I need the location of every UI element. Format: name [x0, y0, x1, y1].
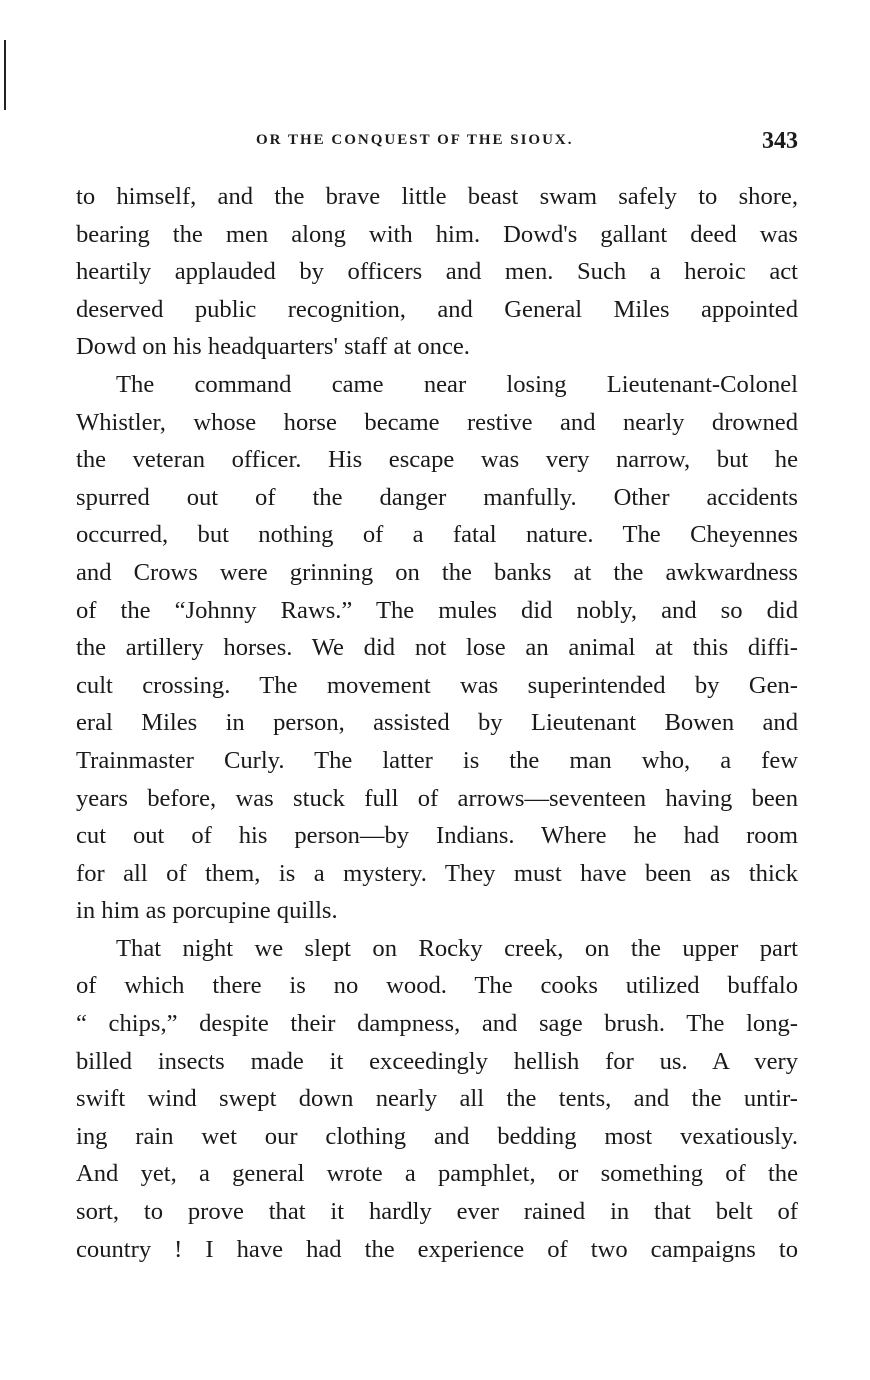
text-line: of which there is no wood. The cooks utilized buffalo [76, 972, 798, 1000]
text-line: And yet, a general wrote a pamphlet, or something of the [76, 1160, 798, 1188]
text-line: billed insects made it exceedingly hellish for us. A very [76, 1047, 798, 1075]
text-line: heartily applauded by officers and men. Such a heroic act [76, 258, 798, 286]
text-line: and Crows were grinning on the banks at the awkwardness [76, 558, 798, 586]
text-line: “ chips,” despite their dampness, and sage brush. The long- [76, 1010, 798, 1038]
running-head: OR THE CONQUEST OF THE SIOUX. [256, 132, 574, 148]
text-line: Dowd on his headquarters' staff at once. [76, 333, 470, 361]
text-line: of the “Johnny Raws.” The mules did nobly, and so did [76, 596, 798, 624]
text-line: eral Miles in person, assisted by Lieutenant Bowen and [76, 709, 798, 737]
text-line: deserved public recognition, and General Miles appointed [76, 295, 798, 323]
text-line: sort, to prove that it hardly ever rained in that belt of [76, 1198, 798, 1226]
text-line: occurred, but nothing of a fatal nature. The Cheyennes [76, 521, 798, 549]
text-line: That night we slept on Rocky creek, on the upper part [116, 934, 798, 962]
page-number: 343 [762, 128, 798, 154]
body-text [76, 178, 798, 1268]
text-line: bearing the men along with him. Dowd's gallant deed was [76, 220, 798, 248]
text-line: years before, was stuck full of arrows—seventeen having been [76, 784, 798, 812]
text-line: cut out of his person—by Indians. Where he had room [76, 822, 798, 850]
page-header [76, 128, 798, 156]
text-line: ing rain wet our clothing and bedding most vexatiously. [76, 1122, 798, 1150]
text-line: The command came near losing Lieutenant-Colonel [116, 370, 798, 398]
text-line: the veteran officer. His escape was very narrow, but he [76, 446, 798, 474]
text-line: for all of them, is a mystery. They must have been as thick [76, 859, 798, 887]
text-line: in him as porcupine quills. [76, 897, 338, 925]
text-line: the artillery horses. We did not lose an animal at this diffi- [76, 634, 798, 662]
margin-rule [4, 40, 6, 110]
text-line: Trainmaster Curly. The latter is the man who, a few [76, 746, 798, 774]
text-line: spurred out of the danger manfully. Other accidents [76, 483, 798, 511]
text-line: country ! I have had the experience of two campaigns to [76, 1235, 798, 1263]
text-line: to himself, and the brave little beast swam safely to shore, [76, 183, 798, 210]
text-line: swift wind swept down nearly all the tents, and the untir- [76, 1085, 798, 1113]
text-line: cult crossing. The movement was superintended by Gen- [76, 671, 798, 699]
text-line: Whistler, whose horse became restive and nearly drowned [76, 408, 798, 436]
